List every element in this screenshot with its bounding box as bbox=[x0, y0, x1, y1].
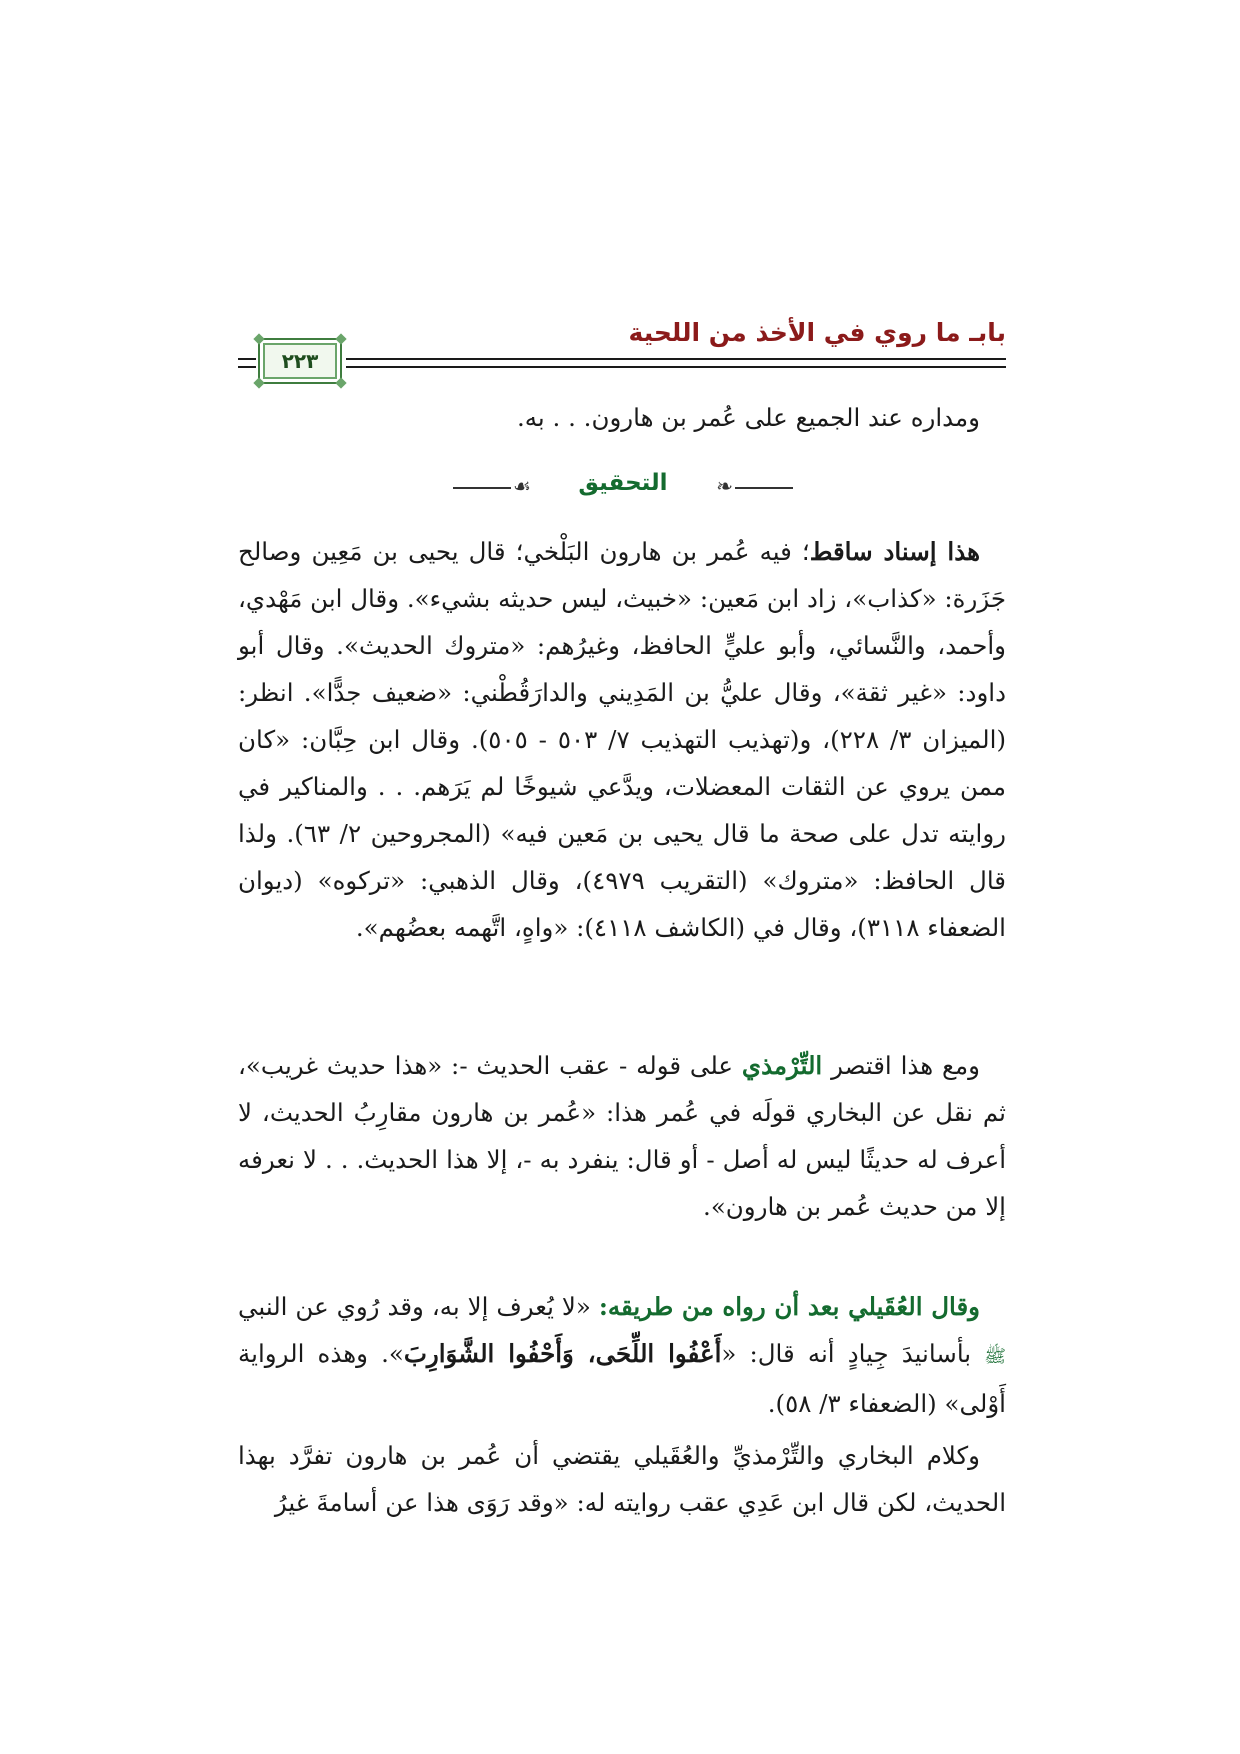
chapter-title: بابـ ما روي في الأخذ من اللحية bbox=[628, 318, 1006, 347]
book-page bbox=[238, 0, 1006, 1754]
scholar-name: التِّرْمذي bbox=[741, 1051, 823, 1080]
header-rule bbox=[346, 358, 1006, 360]
paragraph-conclusion bbox=[238, 1432, 1006, 1526]
salutation-glyph: ﷺ bbox=[984, 1346, 1006, 1367]
section-divider bbox=[453, 470, 793, 506]
badge-ornament bbox=[253, 333, 264, 344]
paragraph-uqayli bbox=[238, 1283, 1006, 1427]
paragraph-text: على قوله - عقب الحديث -: «هذا حديث غريب»، ثم نقل عن البخاري قولَه في عُمر هذا: «عُمر بن هارون مقارِبُ الحديث، لا أعرف له حديثًا ليس له أصل - أو قال: ينفرد به -، إلا هذا الحديث. . . لا نعرفه إلا من حديث عُمر بن هارون». bbox=[238, 1051, 1006, 1221]
paragraph-isnad bbox=[238, 528, 1006, 951]
hadith-text: أَعْفُوا اللِّحَى، وَأَحْفُوا الشَّوَارِبَ bbox=[403, 1339, 722, 1368]
paragraph-lead: هذا إسناد ساقط bbox=[809, 537, 980, 566]
divider-line bbox=[453, 487, 511, 489]
paragraph-lead: وقال العُقَيلي بعد أن رواه من طريقه: bbox=[598, 1292, 981, 1321]
paragraph-text: ؛ فيه عُمر بن هارون البَلْخي؛ قال يحيى بن مَعِين وصالح جَزَرة: «كذاب»، زاد ابن مَعين: «خبيث، ليس حديثه بشيء». وقال ابن مَهْدي، وأحمد، والنَّسائي، وأبو عليٍّ الحافظ، وغيرُهم: «متروك الحديث». وقال أبو داود: «غير ثقة»، وقال عليُّ بن المَدِيني والدارَقُطْني: «ضعيف جدًّا». انظر: (الميزان ٣/ ٢٢٨)، و(تهذيب التهذيب ٧/ ٥٠٣ - ٥٠٥). وقال ابن حِبَّان: «كان ممن يروي عن الثقات المعضلات، ويدَّعي شيوخًا لم يَرَهم. . . والمناكير في روايته تدل على صحة ما قال يحيى بن مَعين فيه» (المجروحين ٢/ ٦٣). ولذا قال الحافظ: «متروك» (التقريب ٤٩٧٩)، وقال الذهبي: «تركوه» (ديوان الضعفاء ٣١١٨)، وقال في (الكاشف ٤١١٨): «واهٍ، اتَّهمه بعضُهم». bbox=[238, 537, 1007, 942]
paragraph-text: «لا يُعرف إلا به، وقد رُوي عن النبي bbox=[238, 1292, 599, 1321]
paragraph-text: ومع هذا اقتصر bbox=[822, 1051, 980, 1080]
divider-ornament-icon: ❧ bbox=[716, 474, 733, 498]
header-rule bbox=[238, 358, 256, 360]
running-header bbox=[238, 318, 1006, 388]
paragraph-text: بأسانيدَ جِيادٍ أنه قال: « bbox=[721, 1339, 985, 1368]
divider-ornament-icon: ☙ bbox=[513, 474, 531, 498]
divider-line bbox=[735, 487, 793, 489]
badge-ornament bbox=[335, 333, 346, 344]
section-title: التحقيق bbox=[578, 470, 668, 496]
paragraph-text: وكلام البخاري والتِّرْمذيِّ والعُقَيلي يقتضي أن عُمر بن هارون تفرَّد بهذا الحديث، لكن قال ابن عَدِي عقب روايته له: «وقد رَوَى هذا عن أسامةَ غيرُ bbox=[238, 1441, 1006, 1517]
page-number: ٢٢٣ bbox=[281, 349, 319, 373]
paragraph-text: ». وهذه الرواية أَوْلى» (الضعفاء ٣/ ٥٨). bbox=[238, 1339, 1006, 1418]
paragraph-tirmidhi bbox=[238, 1042, 1006, 1230]
header-rule bbox=[238, 366, 256, 368]
header-rule bbox=[346, 366, 1006, 368]
badge-ornament bbox=[253, 377, 264, 388]
badge-ornament bbox=[335, 377, 346, 388]
page-number-badge bbox=[258, 338, 342, 384]
intro-line bbox=[238, 394, 1006, 441]
intro-text: ومداره عند الجميع على عُمر بن هارون. . . به. bbox=[517, 403, 980, 432]
